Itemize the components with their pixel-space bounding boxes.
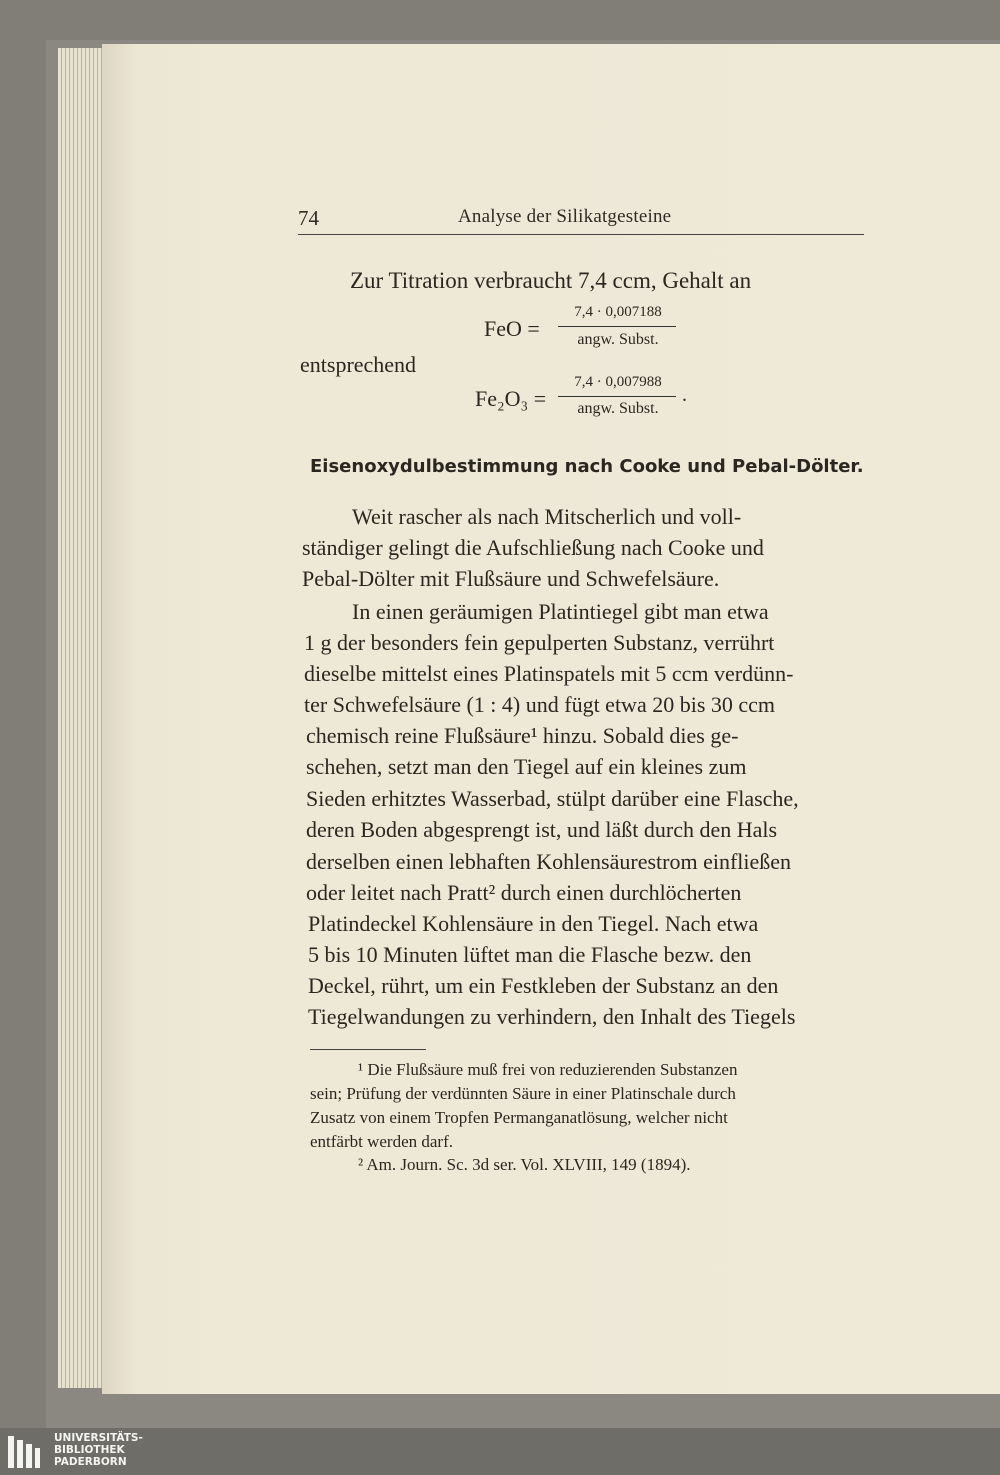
text-line: Sieden erhitztes Wasserbad, stülpt darüber eine Flasche, [306,786,799,811]
text-line: 1 g der besonders fein gepulperten Substanz, verrührt [304,630,775,655]
text-line: Weit rascher als nach Mitscherlich und voll- [352,504,742,529]
fraction-bar [558,396,676,397]
library-logo-icon [6,1434,42,1470]
formula-lhs: Fe₂O₃ = [475,386,547,411]
entsprechend-label: entsprechend [300,352,417,377]
text-line: chemisch reine Flußsäure¹ hinzu. Sobald dies ge- [306,723,739,748]
logo-line: BIBLIOTHEK [54,1444,125,1456]
formula-numerator: 7,4 · 0,007188 [574,304,662,320]
formula-numerator: 7,4 · 0,007988 [574,374,662,390]
intro-line: Zur Titration verbraucht 7,4 ccm, Gehalt an [350,268,752,293]
text-line: ter Schwefelsäure (1 : 4) und fügt etwa 20 bis 30 ccm [304,692,776,717]
footnote-rule [310,1049,426,1050]
text-line: deren Boden abgesprengt ist, und läßt durch den Hals [306,817,778,842]
footnote-line: entfärbt werden darf. [310,1132,454,1151]
text-line: Platindeckel Kohlensäure in den Tiegel. Nach etwa [308,911,759,936]
logo-line: PADERBORN [54,1456,127,1468]
text-line: oder leitet nach Pratt² durch einen durchlöcherten [306,880,742,905]
header-rule [298,234,864,235]
fraction-bar [558,326,676,327]
logo-line: UNIVERSITÄTS- [54,1432,143,1444]
formula-denominator: angw. Subst. [577,331,659,348]
text-line: ständiger gelingt die Aufschließung nach Cooke und [302,535,764,560]
text-line: schehen, setzt man den Tiegel auf ein kleines zum [306,754,747,779]
footnote-line: ² Am. Journ. Sc. 3d ser. Vol. XLVIII, 149 (1894). [358,1155,691,1174]
footnote-line: Zusatz von einem Tropfen Permanganatlösung, welcher nicht [310,1108,728,1127]
library-logo-text [54,1432,143,1468]
text-line: Pebal-Dölter mit Flußsäure und Schwefelsäure. [302,566,720,591]
footnote-line: ¹ Die Flußsäure muß frei von reduzierenden Substanzen [358,1060,738,1079]
book-page [102,44,1000,1394]
text-line: dieselbe mittelst eines Platinspatels mit 5 ccm verdünn- [304,661,794,686]
text-line: 5 bis 10 Minuten lüftet man die Flasche bezw. den [308,942,752,967]
footnote-line: sein; Prüfung der verdünnten Säure in einer Platinschale durch [310,1084,736,1103]
text-line: Deckel, rührt, um ein Festkleben der Substanz an den [308,973,779,998]
formula-terminator: . [682,384,687,406]
text-line: Tiegelwandungen zu verhindern, den Inhalt des Tiegels [308,1004,796,1029]
running-title: Analyse der Silikatgesteine [458,206,672,227]
formula-lhs: FeO = [484,316,540,341]
text-line: derselben einen lebhaften Kohlensäurestrom einfließen [306,849,792,874]
library-footer [0,1428,1000,1475]
running-header [298,206,864,236]
formula-denominator: angw. Subst. [577,400,659,417]
page-number: 74 [298,206,319,230]
text-line: In einen geräumigen Platintiegel gibt man etwa [352,599,769,624]
page-edges [58,48,104,1388]
section-heading: Eisenoxydulbestimmung nach Cooke und Pebal-Dölter. [310,456,864,477]
